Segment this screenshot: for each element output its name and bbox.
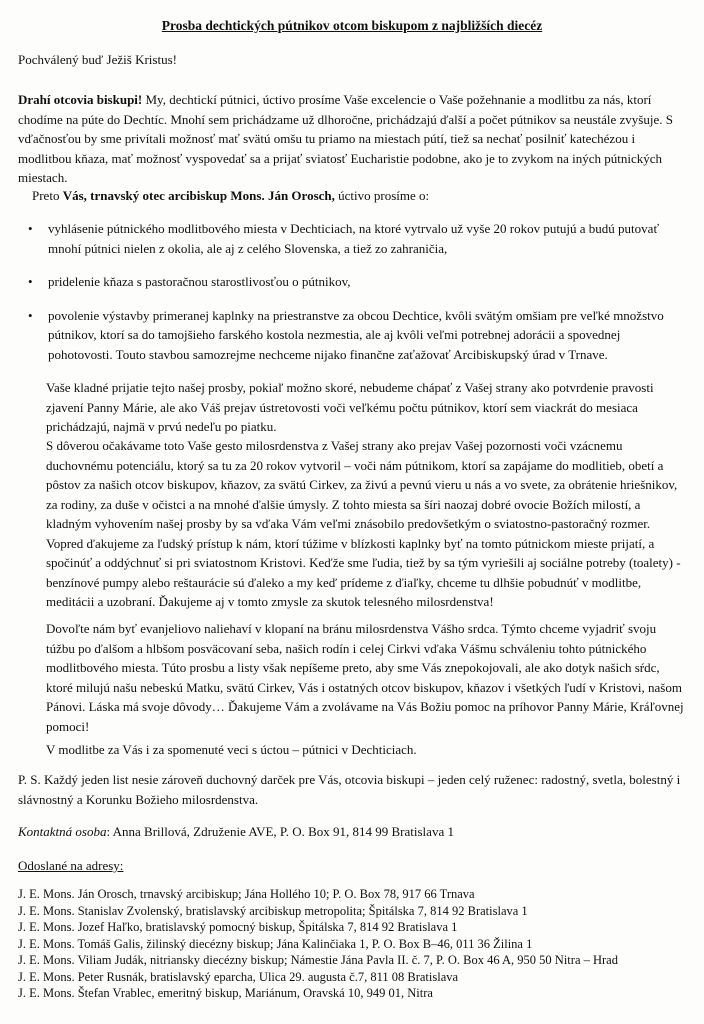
request-bullet-list [18,219,678,370]
address-item: J. E. Mons. Viliam Judák, nitriansky diecézny biskup; Námestie Jána Pavla II. č. 7, P. O. Box 46 A, 950 50 Nitra – Hrad [18,953,618,967]
bullet-text: vyhlásenie pútnického modlitbového miesta v Dechticiach, na ktoré vytrvalo už vyše 20 rokov putujú a budú putovať mnohí pútnici nielen z okolia, ale aj z celého Slovenska, a tiež zo zahraničia, [48,221,659,256]
bullet-text: pridelenie kňaza s pastoračnou starostlivosťou o pútnikov, [48,274,351,289]
address-item: J. E. Mons. Ján Orosch, trnavský arcibiskup; Jána Hollého 10; P. O. Box 78, 917 66 Trnava [18,887,475,901]
list-item [18,306,678,365]
address-list [18,886,698,1002]
bullet-icon: • [28,307,33,323]
list-item [18,219,678,258]
intro-salutation: Drahí otcovia biskupi! [18,92,143,107]
contact-label: Kontaktná osoba [18,824,107,839]
request-addressee: Vás, trnavský otec arcibiskup Mons. Ján Orosch, [62,188,335,203]
paragraph-acceptance: Vaše kladné prijatie tejto našej prosby, pokiaľ možno skoré, nebudeme chápať z Vašej strany ako potvrdenie pravosti zjavení Panny Márie, ale ako Váš prejav ústretovosti voči veľkému počtu pútnikov, ktorí sem viackrát do mesiaca prichádzajú, najmä v prvú nedeľu po piatku. [46,380,654,434]
contact-text: : Anna Brillová, Združenie AVE, P. O. Box 91, 814 99 Bratislava 1 [106,824,454,839]
intro-paragraph [18,90,686,188]
address-item: J. E. Mons. Peter Rusnák, bratislavský eparcha, Ulica 29. augusta č.7, 811 08 Bratislava [18,969,459,984]
letter-title: Prosba dechtických pútnikov otcom biskupom z najbližších diecéz [161,18,543,33]
postscript: P. S. Každý jeden list nesie zároveň duchovný darček pre Vás, otcovia biskupi – jeden celý ruženec: radostný, svetla, bolestný i slávnostný a Korunku Božieho milosrdenstva. [18,772,681,807]
address-item: J. E. Mons. Tomáš Galis, žilinský diecézny biskup; Jána Kalinčiaka 1, P. O. Box B–46, 011 36 Žilina 1 [18,936,533,951]
paragraph-plea: Dovoľte nám byť evanjeliovo naliehaví v klopaní na bránu milosrdenstva Vášho srdca. Týmto chceme vyjadriť svoju túžbu po ďalšom a hlbšom posväcovaní seba, našich rodín i celej Cirkvi vďaka Vášmu schváleniu tohto pútnického modlitbového miesta. Túto prosbu a listy však nepíšeme preto, aby sme Vás znepokojovali, ale ako dotyk našich sŕdc, ktoré milujú našu nebeskú Matku, svätú Cirkev, Vás i ostatných otcov biskupov, kňazov i všetkých ľudí v Kristovi, našom Pánovi. Láska má svoje dôvody… Ďakujeme Vám a zvolávame na Vás Božiu pomoc na príhovor Panny Márie, Kráľovnej pomoci! [46,621,684,734]
bullet-icon: • [28,274,33,289]
address-item: J. E. Mons. Jozef Haľko, bratislavský pomocný biskup, Špitálska 7, 814 92 Bratislava 1 [18,920,458,934]
request-prefix: Preto [32,188,63,203]
address-item: J. E. Mons. Štefan Vrablec, emeritný biskup, Mariánum, Oravská 10, 949 01, Nitra [18,986,433,1000]
paragraph-closing: V modlitbe za Vás i za spomenuté veci s úctou – pútnici v Dechticiach. [46,742,417,757]
list-item [18,272,678,292]
address-item: J. E. Mons. Stanislav Zvolenský, bratislavský arcibiskup metropolita; Špitálska 7, 814 92 Bratislava 1 [18,903,528,918]
greeting: Pochválený buď Ježiš Kristus! [18,52,177,67]
bullet-icon: • [28,221,33,236]
contact-line [18,822,686,842]
addresses-heading: Odoslané na adresy: [18,858,124,873]
intro-text: My, dechtickí pútnici, úctivo prosíme Vaše excelencie o Vaše požehnanie a modlitbu za nás, ktorí chodíme na púte do Dechtíc. Mnohí sem prichádzame už dlhoročne, prichádzajú ďalší a počet pútnikov sa neustále zvyšuje. S vďačnosťou by sme privítali možnosť mať svätú omšu tu priamo na miestach pútí, tiež sa nechať posilniť katechézou i modlitbou kňaza, mať možnosť vyspovedať sa a prijať sviatosť Eucharistie podobne, ako je to zvykom na iných pútnických miestach. [18,92,673,185]
paragraph-trust: S dôverou očakávame toto Vaše gesto milosrdenstva z Vašej strany ako prejav Vašej pozornosti voči vzácnemu duchovnému potenciálu, ktorý sa tu za 20 rokov vytvoril – voči nám pútnikom, ktorí sa zapájame do modlitieb, obetí a pôstov za našich otcov biskupov, kňazov, za svätú Cirkev, za živú a pevnú vieru u nás a vo svete, za obrátenie hriešnikov, za rodiny, za duše v očistci a na mnohé ďalšie úmysly. Z tohto miesta sa šíri naozaj dobré ovocie Božích milostí, a kladným vyhovením našej prosby by sa vďaka Vám veľmi znásobilo predovšetkým o sviatostno-pastoračný rozmer. Vopred ďakujeme za ľudský prístup k nám, ktorí túžime v blízkosti kaplnky byť na tomto pútnickom mieste prijatí, a spočinúť a oddýchnuť si pri sviatostnom Kristovi. Keďže sme ľudia, tiež by sa tým vyriešili aj sociálne potreby (toalety) - benzínové pumpy alebo reštaurácie sú ďaleko a my keď prídeme z ďiaľky, chceme tu dlhšie pobudnúť v modlitbe, meditácii a uzobraní. Ďakujeme aj v tomto zmysle za skutok telesného milosrdenstva! [46,438,681,609]
bullet-text: povolenie výstavby primeranej kaplnky na priestranstve za obcou Dechtice, kvôli svätým omšiam pre veľké množstvo pútnikov, ktorí sa do tamojšieho farského kostola nezmestia, ale aj kvôli veľmi potrebnej adorácii a spovednej pohotovosti. Touto stavbou samozrejme nechceme nijako finančne zaťažovať Arcibiskupský úrad v Trnave. [48,307,664,362]
request-suffix: úctivo prosíme o: [334,188,430,203]
request-line [18,186,686,206]
